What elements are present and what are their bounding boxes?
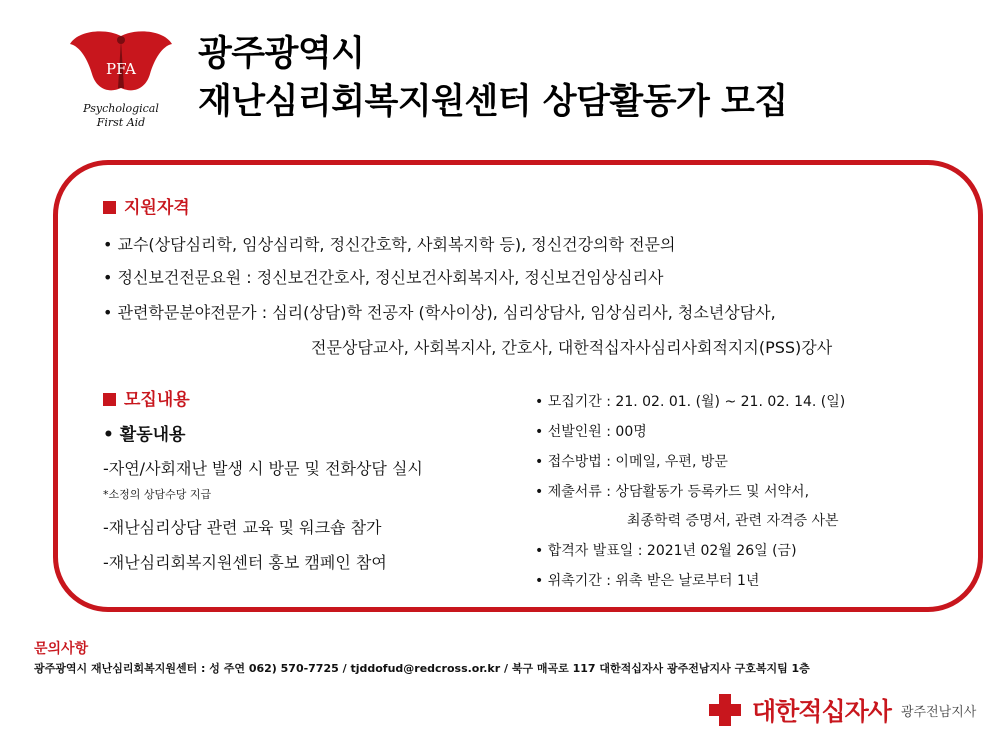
qualification-continuation: 전문상담교사, 사회복지사, 간호사, 대한적십자사심리사회적지지(PSS)강사 — [311, 338, 833, 357]
logo-badge: PFA — [105, 60, 137, 78]
qualification-item: • 관련학문분야전문가 : 심리(상담)학 전공자 (학사이상), 심리상담사, 임상심리사, 청소년상담사, — [103, 303, 776, 322]
detail-item: • 모집기간 : 21. 02. 01. (월) ~ 21. 02. 14. (일) — [535, 394, 846, 410]
section-heading-qualifications: 지원자격 — [103, 193, 190, 218]
detail-item: • 선발인원 : 00명 — [535, 424, 647, 440]
title-line1: 광주광역시 — [198, 34, 365, 74]
activity-item: -재난심리회복지원센터 홍보 캠페인 참여 — [103, 553, 387, 572]
detail-item-continuation: 최종학력 증명서, 관련 자격증 사본 — [627, 513, 839, 529]
red-cross-icon — [707, 692, 743, 728]
detail-item: • 합격자 발표일 : 2021년 02월 26일 (금) — [535, 543, 797, 559]
logo-line2: First Aid — [96, 116, 146, 129]
activity-item: -자연/사회재난 발생 시 방문 및 전화상담 실시 — [103, 459, 423, 478]
square-bullet-icon — [103, 201, 116, 214]
square-bullet-icon — [103, 393, 116, 406]
title-line2: 재난심리회복지원센터 상담활동가 모집 — [198, 82, 788, 122]
org-branch: 광주전남지사 — [901, 705, 977, 720]
info-panel — [53, 160, 983, 612]
activity-heading: • 활동내용 — [103, 425, 186, 445]
detail-item: • 제출서류 : 상담활동가 등록카드 및 서약서, — [535, 484, 810, 500]
activity-note: *소정의 상담수당 지급 — [103, 488, 212, 501]
section-heading-recruitment: 모집내용 — [103, 385, 190, 410]
detail-item: • 위촉기간 : 위촉 받은 날로부터 1년 — [535, 573, 760, 589]
contact-info: 광주광역시 재난심리회복지원센터 : 성 주연 062) 570-7725 / tjddofud@redcross.or.kr / 북구 매곡로 117 대한적십자사 광주전남지사 구호복지팀 1층 — [34, 662, 810, 675]
logo-line1: Psychological — [83, 102, 159, 115]
qualification-item: • 교수(상담심리학, 임상심리학, 정신간호학, 사회복지학 등), 정신건강의학 전문의 — [103, 235, 676, 254]
qualification-item: • 정신보건전문요원 : 정신보건간호사, 정신보건사회복지사, 정신보건임상심리사 — [103, 268, 664, 287]
org-name: 대한적십자사 — [752, 697, 891, 726]
contact-heading: 문의사항 — [34, 641, 89, 657]
pfa-logo — [66, 30, 176, 134]
activity-item: -재난심리상담 관련 교육 및 워크숍 참가 — [103, 518, 382, 537]
page-title — [198, 30, 788, 126]
detail-item: • 접수방법 : 이메일, 우편, 방문 — [535, 454, 728, 470]
